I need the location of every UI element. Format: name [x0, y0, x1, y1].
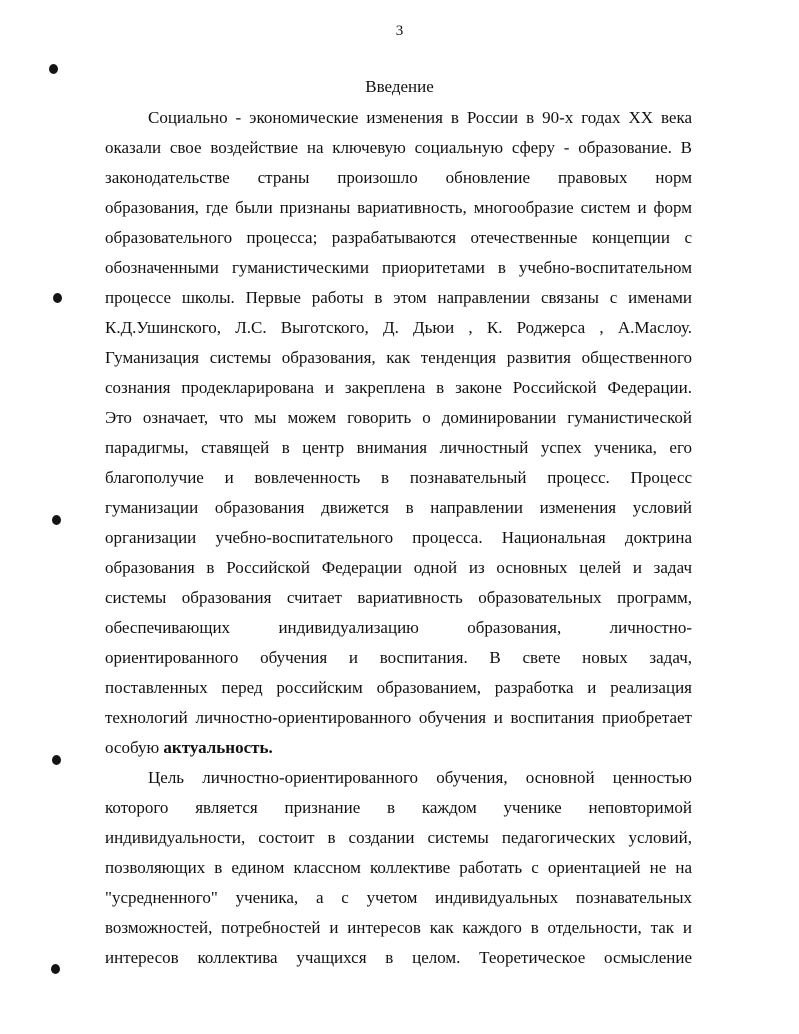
text-line: гуманизации образования движется в направлении изменения условий: [105, 498, 692, 517]
bold-term: актуальность.: [163, 738, 273, 757]
text-line-last: [105, 736, 692, 760]
text-line: К.Д.Ушинского, Л.С. Выготского, Д. Дьюи , К. Роджерса , А.Маслоу.: [105, 318, 692, 337]
text-line: оказали свое воздействие на ключевую социальную сферу - образование. В: [105, 138, 692, 157]
text-line: Гуманизация системы образования, как тенденция развития общественного: [105, 348, 692, 367]
page-title: Введение: [365, 77, 434, 96]
text-line: системы образования считает вариативность образовательных программ,: [105, 588, 692, 607]
text-prefix: особую: [105, 738, 164, 757]
text-line: поставленных перед российским образованием, разработка и реализация: [105, 678, 692, 697]
text-line: обеспечивающих индивидуализацию образования, личностно-: [105, 618, 692, 637]
page-number: 3: [395, 23, 404, 39]
binding-hole-2: [53, 293, 62, 303]
text-line: технологий личностно-ориентированного обучения и воспитания приобретает: [105, 708, 692, 727]
text-line: позволяющих в едином классном коллективе работать с ориентацией не на: [105, 858, 692, 877]
text-line: ориентированного обучения и воспитания. В свете новых задач,: [105, 648, 692, 667]
text-line: "усредненного" ученика, а с учетом индивидуальных познавательных: [105, 888, 692, 907]
binding-hole-3: [52, 515, 61, 525]
text-line: индивидуальности, состоит в создании системы педагогических условий,: [105, 828, 692, 847]
text-line: возможностей, потребностей и интересов как каждого в отдельности, так и: [105, 918, 692, 937]
text-line: Это означает, что мы можем говорить о доминировании гуманистической: [105, 408, 692, 427]
text-line: образования в Российской Федерации одной из основных целей и задач: [105, 558, 692, 577]
text-line: обозначенными гуманистическими приоритетами в учебно-воспитательном: [105, 258, 692, 277]
binding-hole-5: [51, 964, 60, 974]
text-line: благополучие и вовлеченность в познавательный процесс. Процесс: [105, 468, 692, 487]
text-line: которого является признание в каждом ученике неповторимой: [105, 798, 692, 817]
text-line: Социально - экономические изменения в России в 90-х годах XX века: [148, 108, 692, 127]
text-line: образовательного процесса; разрабатываются отечественные концепции с: [105, 228, 692, 247]
text-line: процессе школы. Первые работы в этом направлении связаны с именами: [105, 288, 692, 307]
text-line: законодательстве страны произошло обновление правовых норм: [105, 168, 692, 187]
text-line: организации учебно-воспитательного процесса. Национальная доктрина: [105, 528, 692, 547]
binding-hole-1: [49, 64, 58, 74]
text-line: интересов коллектива учащихся в целом. Теоретическое осмысление: [105, 948, 692, 967]
text-line: парадигмы, ставящей в центр внимания личностный успех ученика, его: [105, 438, 692, 457]
binding-hole-4: [52, 755, 61, 765]
text-line: сознания продекларирована и закреплена в законе Российской Федерации.: [105, 378, 692, 397]
text-line: Цель личностно-ориентированного обучения, основной ценностью: [148, 768, 692, 787]
text-line: образования, где были признаны вариативность, многообразие систем и форм: [105, 198, 692, 217]
